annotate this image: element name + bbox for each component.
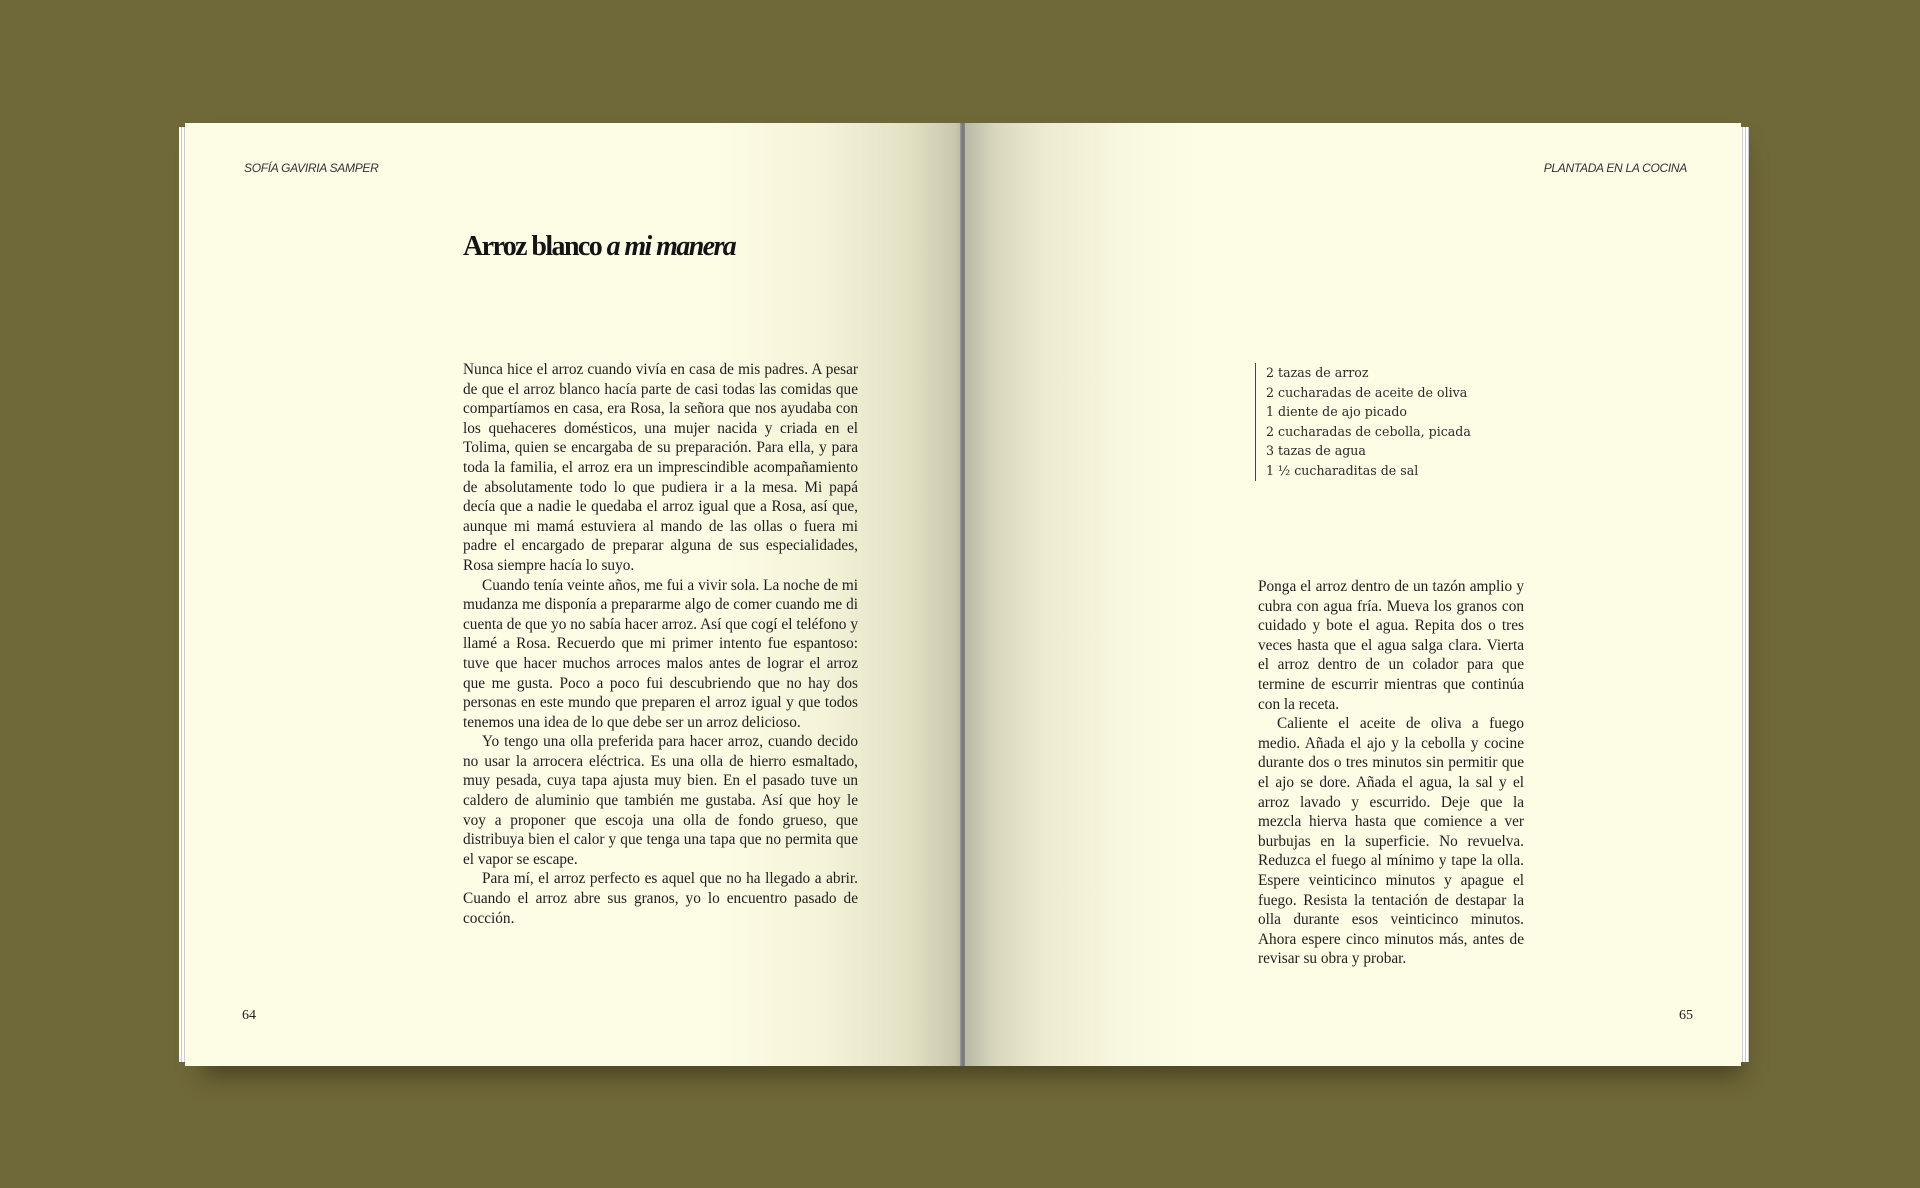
open-book [185, 123, 1741, 1066]
ingredient-item: 2 tazas de arroz [1266, 365, 1369, 380]
instructions-text [1258, 577, 1524, 969]
instruction-paragraph: Ponga el arroz dentro de un tazón amplio y cubra con agua fría. Mueva los granos con cuidado y bote el agua. Repita dos o tres veces hasta que el agua salga clara. Vierta el arroz dentro de un colador para que termine de escurrir mientras que continúa con la receta. [1258, 578, 1524, 713]
story-paragraph: Cuando tenía veinte años, me fui a vivir sola. La noche de mi mudanza me disponía a prepararme algo de comer cuando me di cuenta de que yo no sabía hacer arroz. Así que cogí el teléfono y llamé a Rosa. Recuerdo que mi primer intento fue espantoso: tuve que hacer muchos arroces malos antes de lograr el arroz que me gusta. Poco a poco fui descubriendo que no hay dos personas en este mundo que preparen el arroz igual y que todos tenemos una idea de lo que debe ser un arroz delicioso. [463, 576, 858, 731]
ingredients-list [1255, 363, 1471, 481]
instruction-paragraph: Caliente el aceite de oliva a fuego medio. Añada el ajo y la cebolla y cocine durante dos o tres minutos sin permitir que el ajo se dore. Añada el agua, la sal y el arroz lavado y escurrido. Deje que la mezcla hierva hasta que comience a ver burbujas en la superficie. No revuelva. Reduzca el fuego al mínimo y tape la olla. Espere veinticinco minutos y apague el fuego. Resista la tentación de destapar la olla durante esos veinticinco minutos. Ahora espere cinco minutos más, antes de revisar su obra y probar. [1258, 715, 1524, 968]
ingredient-item: 1 ½ cucharaditas de sal [1266, 462, 1419, 478]
recipe-title-plain: Arroz blanco [463, 231, 602, 262]
story-text [463, 360, 858, 928]
running-head-author: SOFÍA GAVIRIA SAMPER [244, 161, 379, 175]
running-head-book-title: PLANTADA EN LA COCINA [1543, 161, 1687, 175]
left-page [185, 123, 963, 1066]
ingredient-item: 2 cucharadas de cebolla, picada [1266, 423, 1471, 439]
recipe-title [463, 231, 735, 263]
story-paragraph: Nunca hice el arroz cuando vivía en casa de mis padres. A pesar de que el arroz blanco hacía parte de casi todas las comidas que compartíamos en casa, era Rosa, la señora que nos ayudaba con los quehaceres domésticos, una mujer nacida y criada en el Tolima, quien se encargaba de su preparación. Para ella, y para toda la familia, el arroz era un imprescindible acompañamiento de absolutamente todo lo que pudiera ir a la mesa. Mi papá decía que a nadie le quedaba el arroz igual que a Rosa, así que, aunque mi mamá estuviera al mando de las ollas o fuera mi padre el encargado de preparar alguna de sus especialidades, Rosa siempre hacía lo suyo. [463, 361, 858, 574]
right-page [965, 123, 1741, 1066]
page-number-right: 65 [1679, 1008, 1693, 1023]
ingredient-item: 3 tazas de agua [1266, 443, 1366, 459]
story-paragraph: Yo tengo una olla preferida para hacer arroz, cuando decido no usar la arrocera eléctrica. Es una olla de hierro esmaltado, muy pesada, cuya tapa ajusta muy bien. En el pasado tuve un caldero de aluminio que también me gustaba. Así que hoy le voy a proponer que escoja una olla de fondo grueso, que distribuya bien el calor y que tenga una tapa que no permita que el vapor se escape. [463, 733, 858, 868]
ingredient-item: 2 cucharadas de aceite de oliva [1266, 384, 1468, 400]
story-paragraph: Para mí, el arroz perfecto es aquel que no ha llegado a abrir. Cuando el arroz abre sus granos, yo lo encuentro pasado de cocción. [463, 870, 858, 927]
page-number-left: 64 [242, 1008, 256, 1023]
recipe-title-italic: a mi manera [606, 231, 736, 262]
ingredient-item: 1 diente de ajo picado [1266, 404, 1407, 420]
